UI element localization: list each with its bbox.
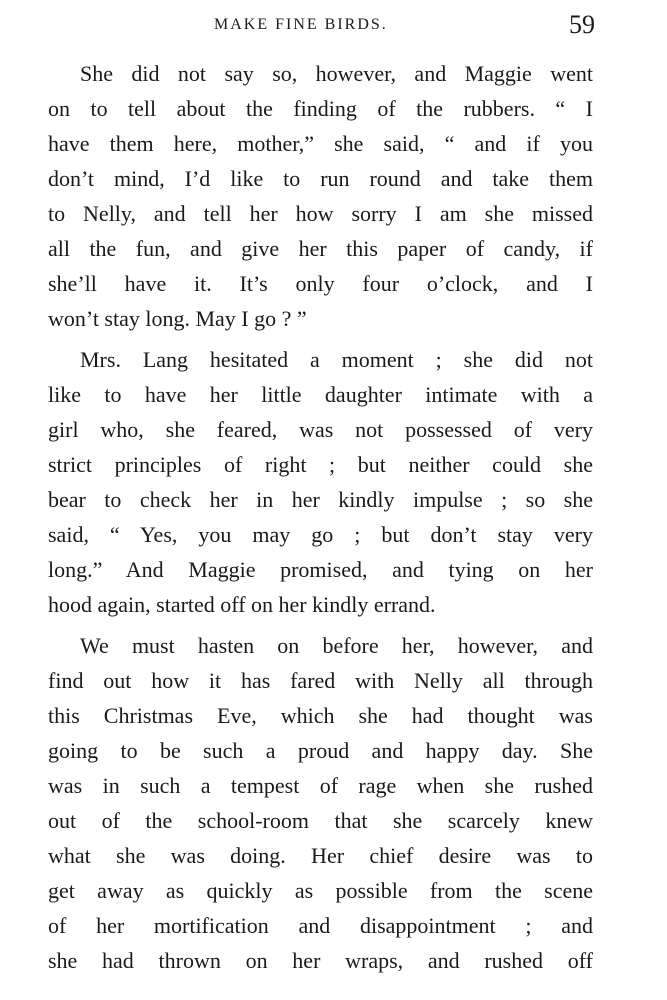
text-line: going to be such a proud and happy day. She: [48, 738, 593, 763]
text-line: this Christmas Eve, which she had thought was: [48, 703, 593, 728]
page-header: [0, 10, 667, 46]
text-line: to Nelly, and tell her how sorry I am she missed: [48, 201, 593, 226]
text-line: said, “ Yes, you may go ; but don’t stay very: [48, 522, 593, 547]
text-line: on to tell about the finding of the rubbers. “ I: [48, 96, 593, 121]
text-line: find out how it has fared with Nelly all through: [48, 668, 593, 693]
running-head: MAKE FINE BIRDS.: [214, 16, 388, 33]
text-line: she’ll have it. It’s only four o’clock, and I: [48, 271, 593, 296]
text-line: long.” And Maggie promised, and tying on her: [48, 557, 593, 582]
text-line: Mrs. Lang hesitated a moment ; she did not: [80, 347, 593, 372]
text-line: don’t mind, I’d like to run round and take them: [48, 166, 593, 191]
text-line: like to have her little daughter intimate with a: [48, 382, 593, 407]
text-line: won’t stay long. May I go ? ”: [48, 306, 307, 331]
body-text: [48, 56, 593, 984]
paragraph-1: [48, 56, 593, 336]
text-line: strict principles of right ; but neither could she: [48, 452, 593, 477]
page-number: 59: [569, 10, 595, 39]
text-line: what she was doing. Her chief desire was to: [48, 843, 593, 868]
paragraph-3: [48, 628, 593, 978]
text-line: hood again, started off on her kindly errand.: [48, 592, 436, 617]
text-line: get away as quickly as possible from the scene: [48, 878, 593, 903]
text-line: all the fun, and give her this paper of candy, if: [48, 236, 593, 261]
text-line: She did not say so, however, and Maggie went: [80, 61, 593, 86]
text-line: out of the school-room that she scarcely knew: [48, 808, 593, 833]
text-line: bear to check her in her kindly impulse ; so she: [48, 487, 593, 512]
text-line: was in such a tempest of rage when she rushed: [48, 773, 593, 798]
paragraph-2: [48, 342, 593, 622]
text-line: she had thrown on her wraps, and rushed off: [48, 948, 593, 973]
text-line: We must hasten on before her, however, and: [80, 633, 593, 658]
text-line: of her mortification and disappointment ; and: [48, 913, 593, 938]
text-line: girl who, she feared, was not possessed of very: [48, 417, 593, 442]
text-line: have them here, mother,” she said, “ and if you: [48, 131, 593, 156]
